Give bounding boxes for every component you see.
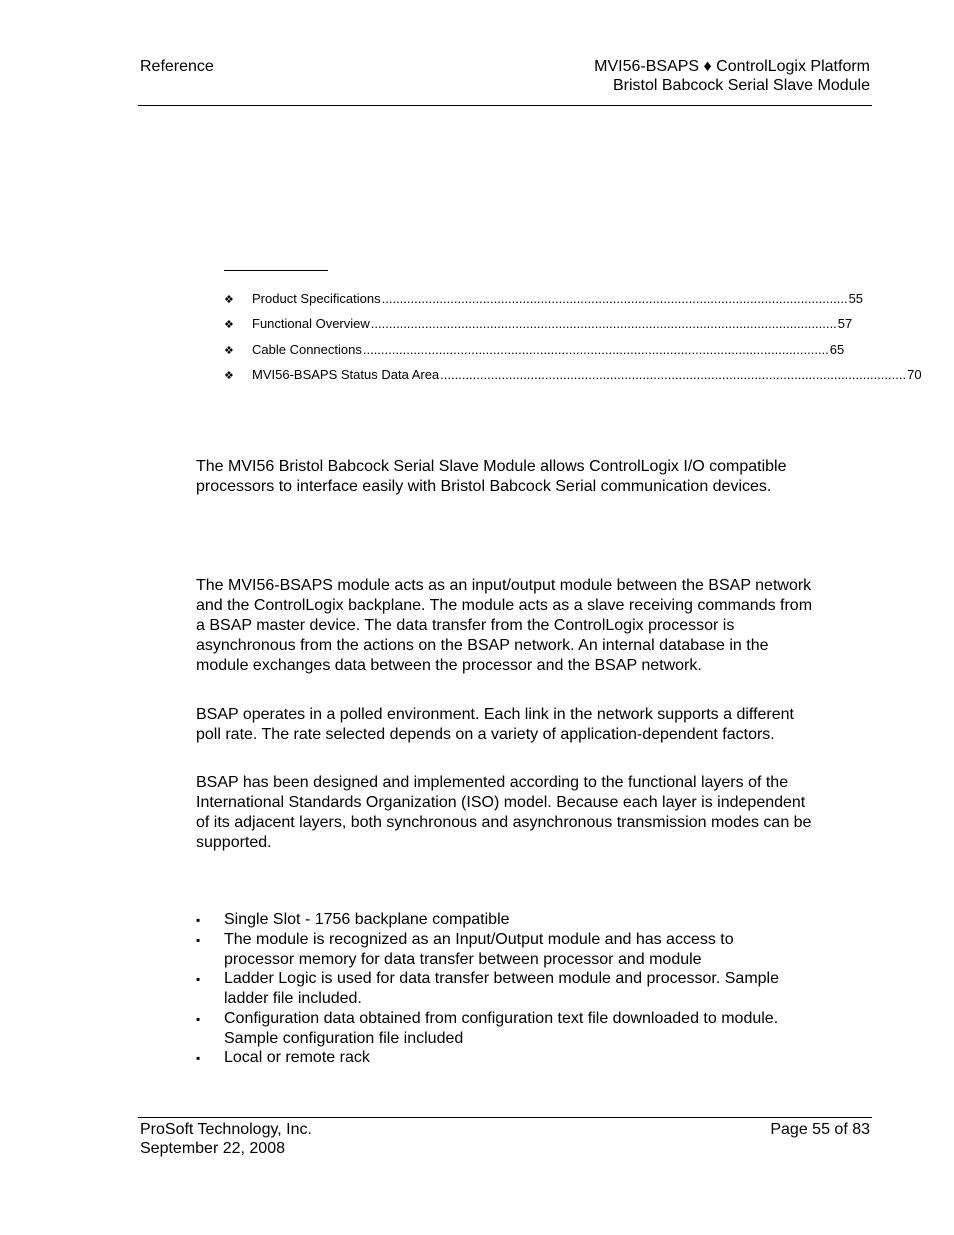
toc-title-rule: [224, 270, 328, 271]
toc-leader-dots: .................................................................................................................................: [381, 291, 848, 306]
toc-bullet-icon: ❖: [224, 319, 234, 331]
toc-entry-label: MVI56-BSAPS Status Data Area: [252, 367, 440, 382]
chapter-toc: [224, 291, 922, 387]
list-item: [196, 1048, 816, 1068]
header-section-title: Reference: [140, 58, 214, 75]
footer-date: September 22, 2008: [140, 1140, 285, 1157]
header-rule: [138, 105, 872, 106]
toc-leader-dots: .................................................................................................................................: [370, 316, 837, 331]
overview-paragraph-1: The MVI56-BSAPS module acts as an input/output module between the BSAP network and the ControlLogix backplane. The module acts as a slave receiving commands from a BSAP master device. The data transfer from the ControlLogix processor is asynchronous from the actions on the BSAP network. An internal database in the module exchanges data between the processor and the BSAP network.: [196, 577, 813, 674]
list-item: [196, 1009, 816, 1049]
overview-paragraph-2: BSAP operates in a polled environment. Each link in the network supports a different poll rate. The rate selected depends on a variety of application-dependent factors.: [196, 706, 794, 743]
overview-paragraph-3: BSAP has been designed and implemented according to the functional layers of the International Standards Organization (ISO) model. Because each layer is independent of its adjacent layers, both synchronous and asynchronous transmission modes can be supported.: [196, 774, 812, 851]
toc-entry[interactable]: [224, 291, 864, 307]
toc-entry-label: Cable Connections: [252, 342, 362, 357]
toc-entry[interactable]: [224, 367, 922, 383]
list-item: [196, 969, 816, 1009]
header-product-line1: MVI56-BSAPS ♦ ControlLogix Platform: [594, 58, 870, 75]
toc-entry-label: Functional Overview: [252, 316, 370, 331]
list-item-text: The module is recognized as an Input/Output module and has access to processor memory for data transfer between processor and module: [224, 931, 734, 968]
header-product-title: [594, 57, 870, 95]
toc-leader-dots: .................................................................................................................................: [440, 367, 907, 382]
list-item: [196, 910, 816, 930]
list-item-text: Single Slot - 1756 backplane compatible: [224, 911, 510, 928]
list-item-text: Ladder Logic is used for data transfer between module and processor. Sample ladder file included.: [224, 970, 779, 1007]
toc-entry-page: 70: [907, 367, 922, 382]
toc-leader-dots: .................................................................................................................................: [362, 342, 829, 357]
intro-paragraph: The MVI56 Bristol Babcock Serial Slave Module allows ControlLogix I/O compatible processors to interface easily with Bristol Babcock Serial communication devices.: [196, 458, 787, 495]
square-bullet-icon: ▪: [196, 913, 201, 927]
toc-bullet-icon: ❖: [224, 294, 234, 306]
toc-entry-label: Product Specifications: [252, 291, 381, 306]
toc-entry-page: 57: [837, 316, 853, 331]
toc-entry-page: 65: [829, 342, 845, 357]
square-bullet-icon: ▪: [196, 972, 201, 986]
toc-bullet-icon: ❖: [224, 345, 234, 357]
toc-entry[interactable]: [224, 342, 845, 358]
toc-entry[interactable]: [224, 316, 853, 332]
list-item: [196, 930, 816, 970]
square-bullet-icon: ▪: [196, 1051, 201, 1065]
footer-page-number: Page 55 of 83: [770, 1121, 870, 1138]
header-product-line2: Bristol Babcock Serial Slave Module: [612, 77, 870, 94]
list-item-text: Configuration data obtained from configuration text file downloaded to module. Sample configuration file included: [224, 1010, 779, 1047]
list-item-text: Local or remote rack: [224, 1049, 370, 1066]
toc-bullet-icon: ❖: [224, 370, 234, 382]
footer-company: ProSoft Technology, Inc.: [140, 1121, 312, 1138]
square-bullet-icon: ▪: [196, 933, 201, 947]
footer-rule: [138, 1117, 872, 1118]
toc-entry-page: 55: [848, 291, 864, 306]
square-bullet-icon: ▪: [196, 1012, 201, 1026]
